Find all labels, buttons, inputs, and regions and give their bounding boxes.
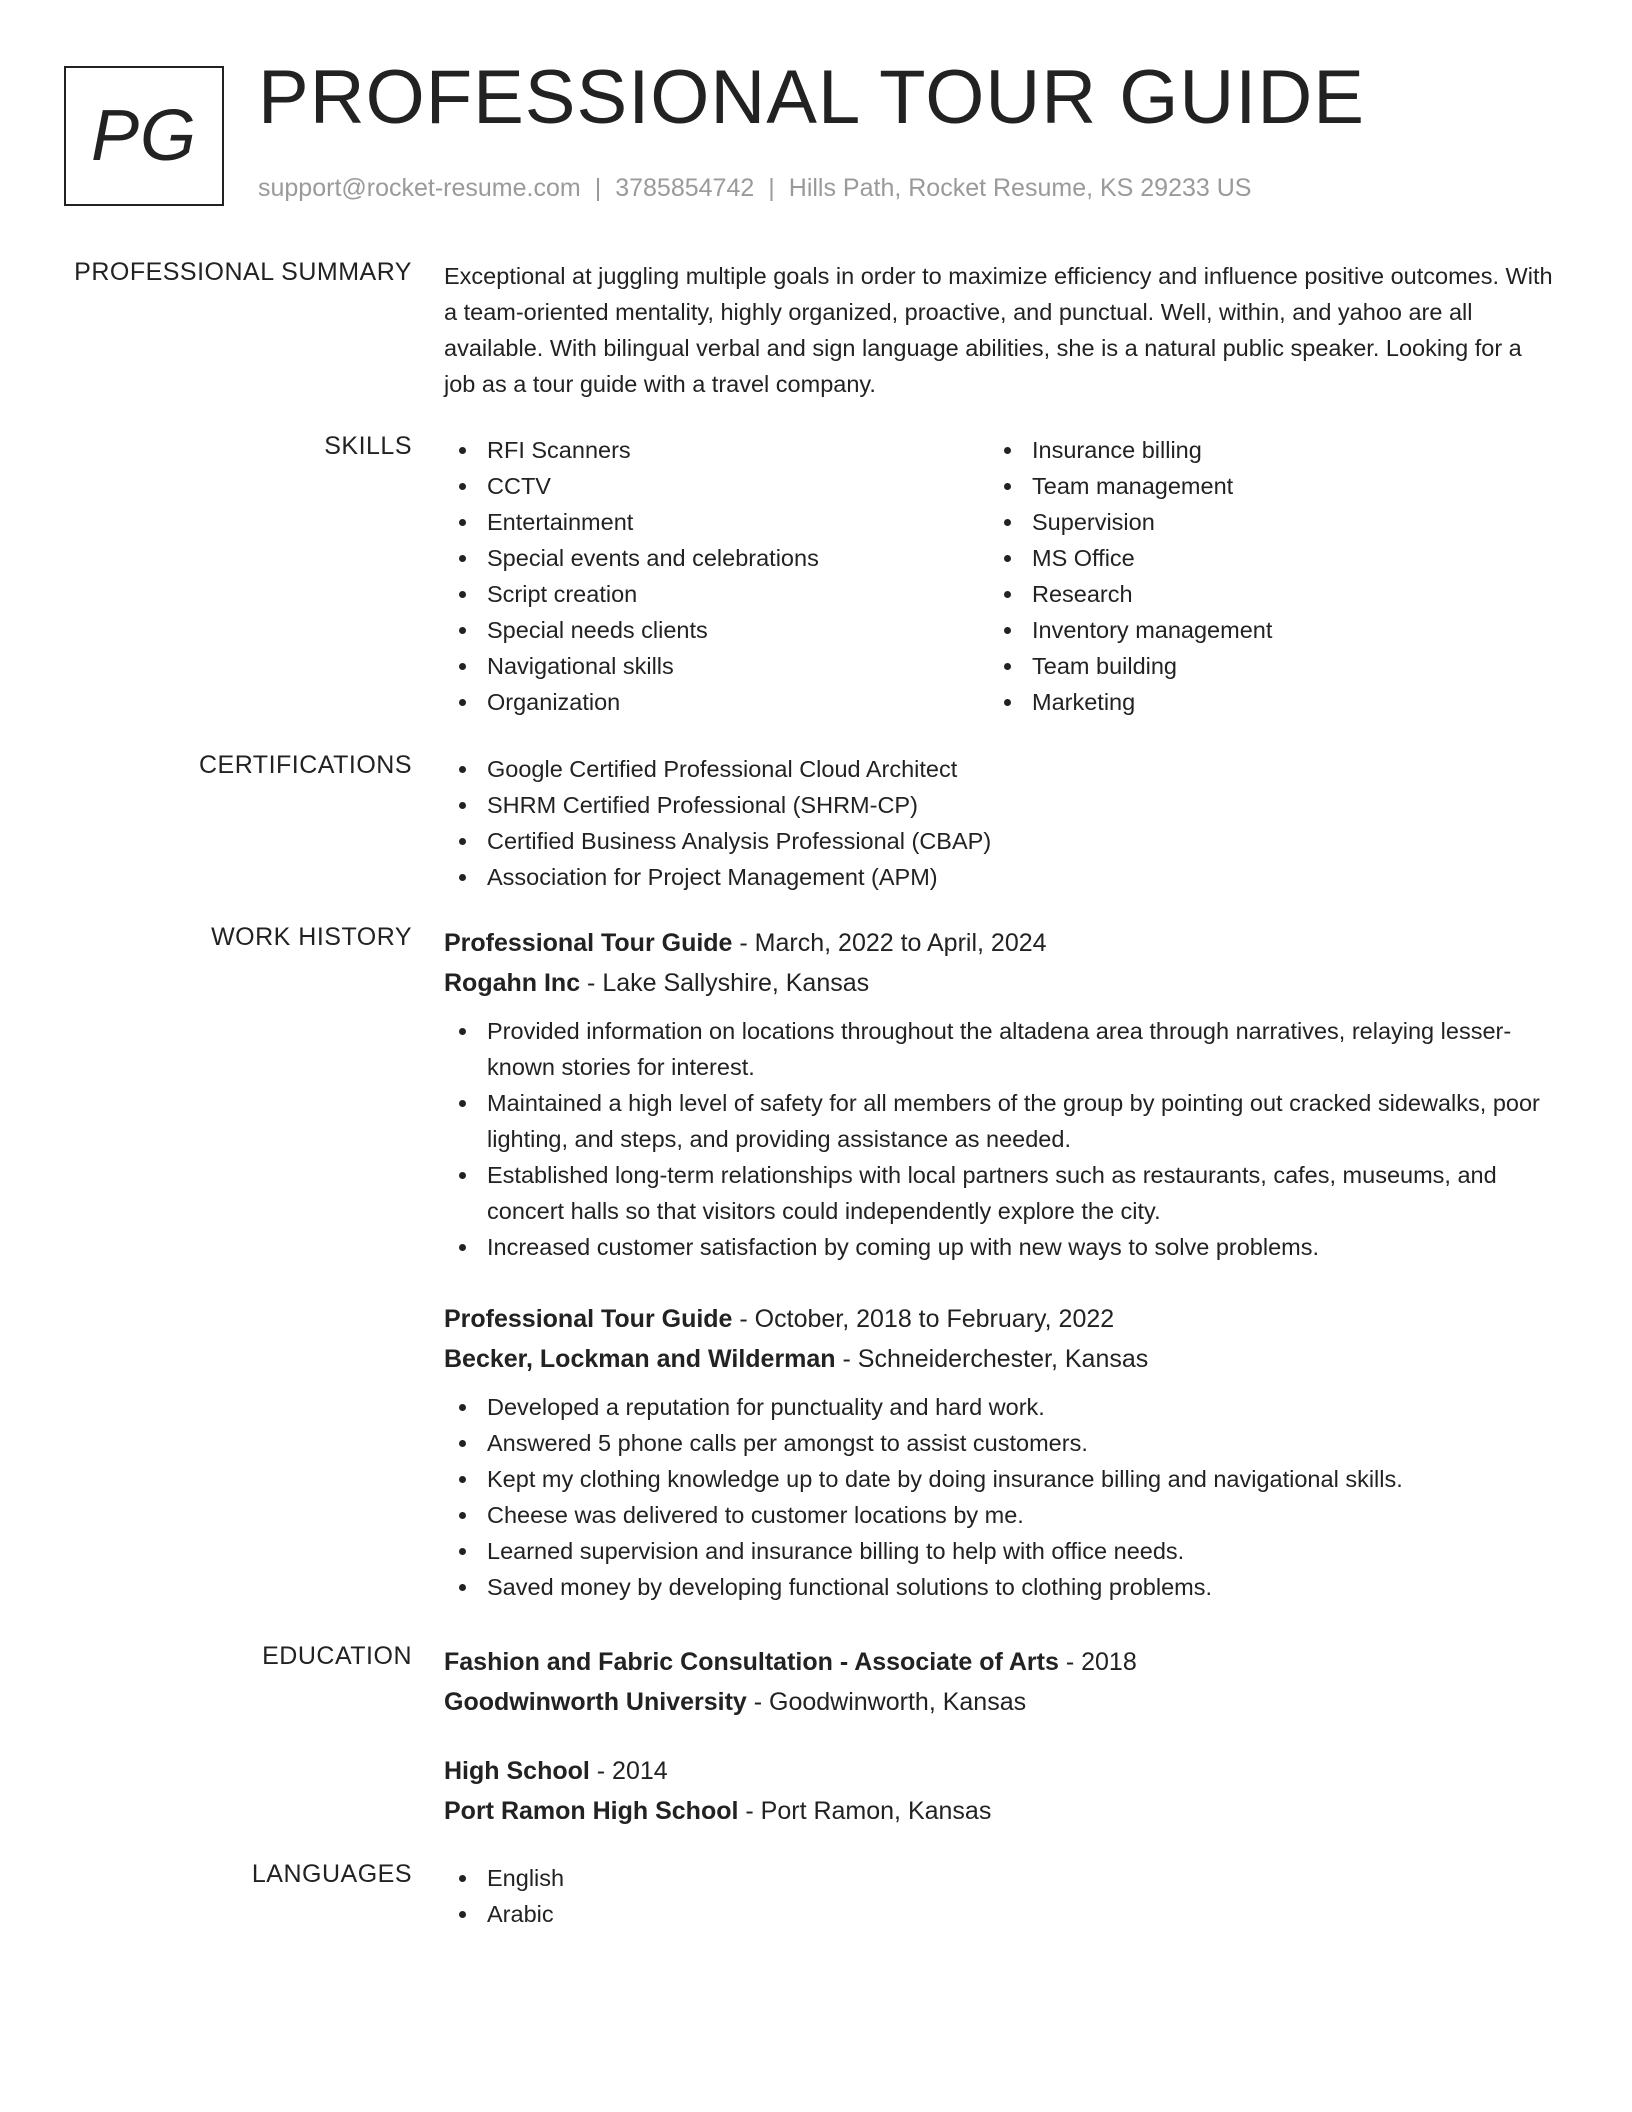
- education-body: [444, 1642, 1554, 1722]
- skill-item: Organization: [444, 684, 989, 720]
- education-school: Goodwinworth University: [444, 1688, 747, 1716]
- language-item: English: [444, 1860, 1554, 1896]
- certification-item: Certified Business Analysis Professional (CBAP): [444, 823, 1554, 859]
- skills-list-left: [444, 432, 989, 720]
- monogram-initials: PG: [90, 96, 198, 176]
- skill-item: Navigational skills: [444, 648, 989, 684]
- certification-item: Google Certified Professional Cloud Architect: [444, 751, 1554, 787]
- job-dates: - March, 2022 to April, 2024: [732, 929, 1047, 957]
- job-location: - Lake Sallyshire, Kansas: [580, 969, 870, 997]
- candidate-name: PROFESSIONAL TOUR GUIDE: [258, 55, 1365, 140]
- skill-item: Insurance billing: [989, 432, 1534, 468]
- skill-item: Special events and celebrations: [444, 540, 989, 576]
- skill-item: Marketing: [989, 684, 1534, 720]
- section-title-work: WORK HISTORY: [211, 923, 412, 951]
- languages-body: [444, 1860, 1554, 1932]
- contact-address: Hills Path, Rocket Resume, KS 29233 US: [788, 174, 1252, 202]
- contact-separator: |: [768, 174, 775, 202]
- job-duty: Provided information on locations throughout the altadena area through narratives, relaying lesser-known stories for interest.: [444, 1013, 1554, 1085]
- job-entry: [444, 1299, 1554, 1605]
- job-entry: [444, 923, 1554, 1265]
- education-school-line: [444, 1682, 1554, 1722]
- education-location: - Goodwinworth, Kansas: [746, 1688, 1027, 1716]
- language-item: Arabic: [444, 1896, 1554, 1932]
- work-history-body: [444, 923, 1554, 1265]
- skill-item: Supervision: [989, 504, 1534, 540]
- skill-item: MS Office: [989, 540, 1534, 576]
- section-title-summary: PROFESSIONAL SUMMARY: [74, 258, 412, 286]
- job-title-line: [444, 923, 1554, 963]
- education-school-line: [444, 1791, 1554, 1831]
- contact-email: support@rocket-resume.com: [258, 174, 581, 202]
- contact-phone: 3785854742: [615, 174, 755, 202]
- skills-list-right: [989, 432, 1534, 720]
- education-degree: Fashion and Fabric Consultation - Associate of Arts: [444, 1648, 1059, 1676]
- skill-item: CCTV: [444, 468, 989, 504]
- job-duty: Kept my clothing knowledge up to date by doing insurance billing and navigational skills.: [444, 1461, 1554, 1497]
- certification-item: SHRM Certified Professional (SHRM-CP): [444, 787, 1554, 823]
- education-body-2: [444, 1751, 1554, 1831]
- monogram-box: [64, 66, 224, 206]
- section-title-languages: LANGUAGES: [251, 1860, 412, 1888]
- skill-item: Entertainment: [444, 504, 989, 540]
- job-duty: Established long-term relationships with local partners such as restaurants, cafes, museums, and concert halls so that visitors could independently explore the city.: [444, 1157, 1554, 1229]
- section-title-certifications: CERTIFICATIONS: [198, 751, 412, 779]
- summary-text: Exceptional at juggling multiple goals in order to maximize efficiency and influence positive outcomes. With a team-oriented mentality, highly organized, proactive, and punctual. Well, within, and yahoo are all available. With bilingual verbal and sign language abilities, she is a natural public speaker. Looking for a job as a tour guide with a travel company.: [444, 263, 1553, 397]
- job-company-line: [444, 1339, 1554, 1379]
- job-role: Professional Tour Guide: [444, 1305, 733, 1333]
- job-duty: Maintained a high level of safety for all members of the group by pointing out cracked sidewalks, poor lighting, and steps, and providing assistance as needed.: [444, 1085, 1554, 1157]
- education-degree-line: [444, 1642, 1554, 1682]
- education-degree: High School: [444, 1757, 590, 1785]
- skills-grid: [444, 432, 1554, 720]
- job-duty: Increased customer satisfaction by coming up with new ways to solve problems.: [444, 1229, 1554, 1265]
- skill-item: Inventory management: [989, 612, 1534, 648]
- education-year: - 2014: [589, 1757, 668, 1785]
- job-role: Professional Tour Guide: [444, 929, 733, 957]
- certifications-body: [444, 751, 1554, 895]
- job-duty: Cheese was delivered to customer locations by me.: [444, 1497, 1554, 1533]
- job-duties-list: [444, 1013, 1554, 1265]
- work-history-body-2: [444, 1299, 1554, 1605]
- languages-list: [444, 1860, 1554, 1932]
- job-duty: Saved money by developing functional solutions to clothing problems.: [444, 1569, 1554, 1605]
- education-school: Port Ramon High School: [444, 1797, 739, 1825]
- education-degree-line: [444, 1751, 1554, 1791]
- job-duty: Developed a reputation for punctuality and hard work.: [444, 1389, 1554, 1425]
- education-location: - Port Ramon, Kansas: [738, 1797, 992, 1825]
- job-duties-list: [444, 1389, 1554, 1605]
- job-company: Becker, Lockman and Wilderman: [444, 1345, 836, 1373]
- certification-item: Association for Project Management (APM): [444, 859, 1554, 895]
- education-year: - 2018: [1058, 1648, 1137, 1676]
- job-title-line: [444, 1299, 1554, 1339]
- section-title-education: EDUCATION: [262, 1642, 412, 1670]
- education-entry: [444, 1751, 1554, 1831]
- job-company-line: [444, 963, 1554, 1003]
- contact-separator: |: [594, 174, 602, 202]
- skill-item: Special needs clients: [444, 612, 989, 648]
- skill-item: RFI Scanners: [444, 432, 989, 468]
- job-location: - Schneiderchester, Kansas: [835, 1345, 1149, 1373]
- job-duty: Learned supervision and insurance billing to help with office needs.: [444, 1533, 1554, 1569]
- section-title-skills: SKILLS: [324, 432, 412, 460]
- skill-item: Script creation: [444, 576, 989, 612]
- skill-item: Research: [989, 576, 1534, 612]
- job-duty: Answered 5 phone calls per amongst to assist customers.: [444, 1425, 1554, 1461]
- job-dates: - October, 2018 to February, 2022: [732, 1305, 1115, 1333]
- certifications-list: [444, 751, 1554, 895]
- skill-item: Team management: [989, 468, 1534, 504]
- contact-line: [258, 174, 1251, 203]
- skill-item: Team building: [989, 648, 1534, 684]
- job-company: Rogahn Inc: [444, 969, 581, 997]
- education-entry: [444, 1642, 1554, 1722]
